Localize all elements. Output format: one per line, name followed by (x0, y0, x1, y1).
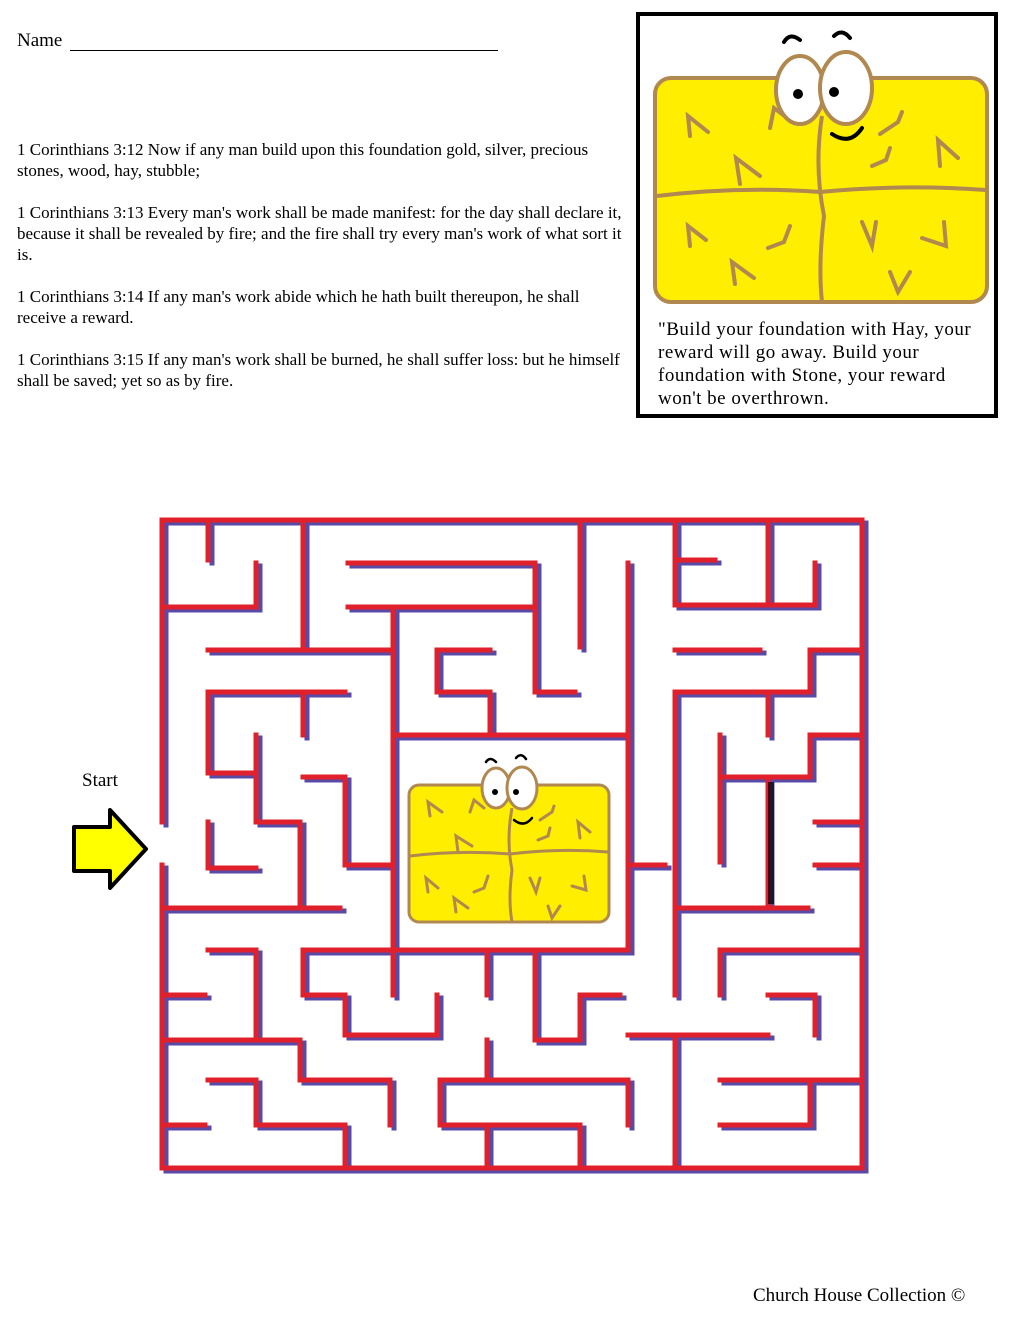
start-label: Start (82, 770, 118, 791)
verse-3-14: 1 Corinthians 3:14 If any man's work abide which he hath built thereupon, he shall receive a reward. (17, 287, 580, 327)
verse-3-13: 1 Corinthians 3:13 Every man's work shall be made manifest: for the day shall declare it, because it shall be revealed by fire; and the fire shall try every man's work of what sort it is. (17, 203, 622, 264)
name-label: Name (17, 30, 63, 51)
copyright-credit: Church House Collection © (753, 1285, 966, 1306)
card-quote: "Build your foundation with Hay, your reward will go away. Build your foundation with Stone, your reward won't be overthrown. (658, 319, 972, 409)
start-arrow-icon (74, 810, 146, 888)
verse-3-12: 1 Corinthians 3:12 Now if any man build upon this foundation gold, silver, precious stones, wood, hay, stubble; (17, 140, 589, 180)
goal-hay-bale-icon (409, 755, 609, 922)
verse-3-15: 1 Corinthians 3:15 If any man's work shall be burned, he shall suffer loss: but he himself shall be saved; yet so as by fire. (17, 350, 620, 390)
